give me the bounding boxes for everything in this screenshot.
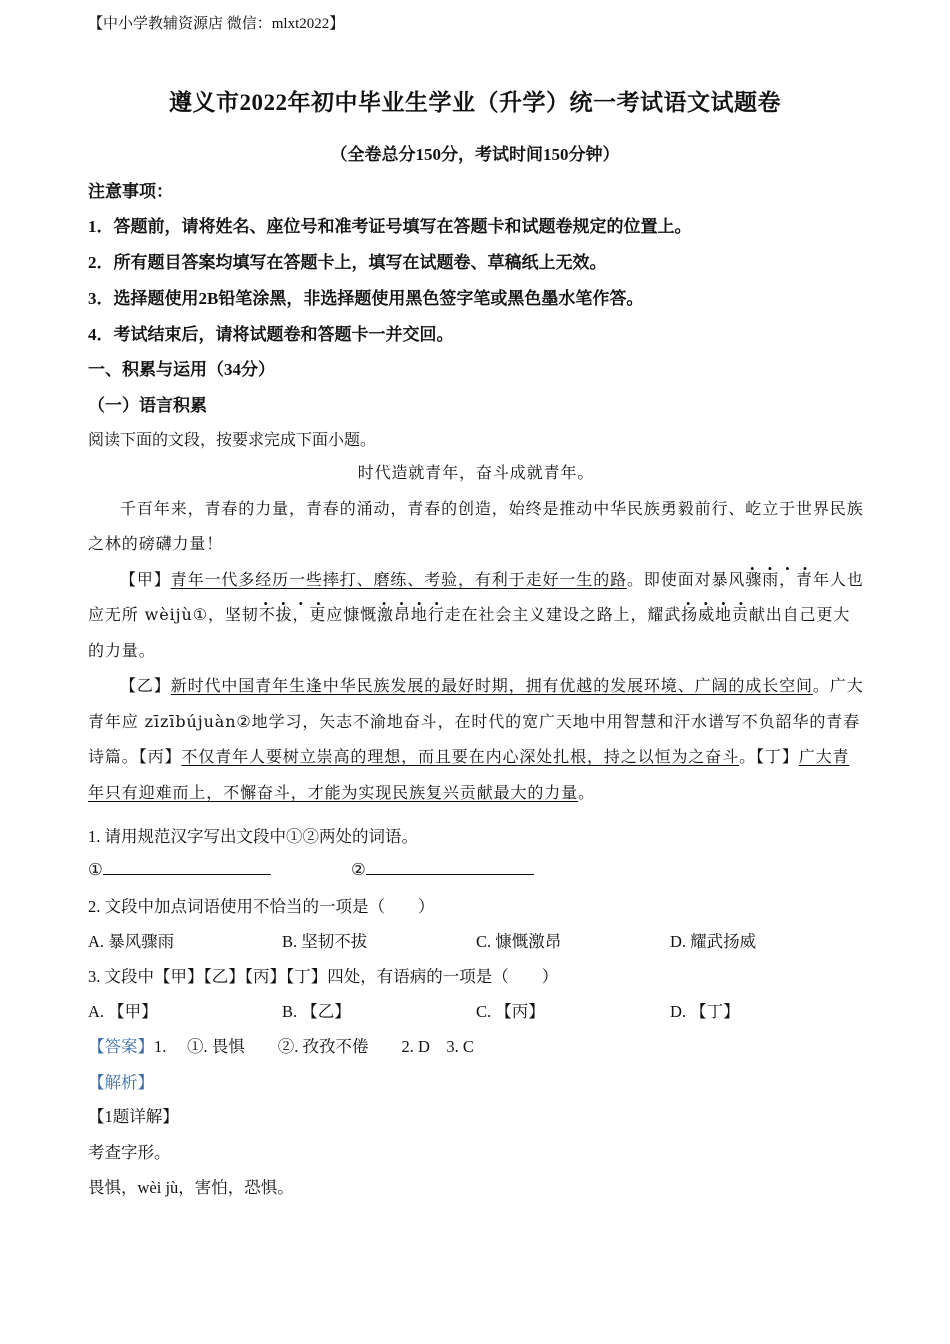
page-subtitle: （全卷总分150分，考试时间150分钟） (330, 145, 620, 164)
text-span: 。 (578, 782, 596, 802)
blank-2-mark: ② (351, 860, 366, 879)
sentence-jia: 青年一代多经历一些摔打、磨练、考验，有利于走好一生的路 (170, 569, 628, 589)
sentence-yi: 新时代中国青年生逢中华民族发展的最好时期，拥有优越的发展环境、广阔的成长空间 (170, 676, 813, 695)
q3-option-b[interactable]: B. 【乙】 (282, 1002, 351, 1021)
label-bing: 【丙】 (138, 747, 182, 766)
notice-item-2: 2．所有题目答案均填写在答题卡上，填写在试题卷、草稿纸上无效。 (88, 253, 607, 272)
dotted-word-2: ···· 坚韧不拔 (225, 605, 293, 624)
analysis-line-1: 考查字形。 (88, 1143, 171, 1162)
label-ding: 【丁】 (756, 747, 799, 766)
answer-content: 1. ①. 畏惧 ②. 孜孜不倦 2. D 3. C (154, 1037, 474, 1056)
q2-option-d[interactable]: D. 耀武扬威 (670, 932, 757, 951)
dotted-word-3: ···· 慷慨激昂 (343, 605, 411, 624)
answer-blank-1[interactable] (103, 858, 271, 875)
text-span: ，更应 (292, 605, 344, 624)
text-span: 。 (739, 747, 757, 766)
analysis-label: 【解析】 (88, 1073, 154, 1092)
question-1-stem: 1. 请用规范汉字写出文段中①②两处的词语。 (88, 827, 418, 846)
q3-option-c[interactable]: C. 【丙】 (476, 1002, 545, 1021)
section-title: 一、积累与运用（34分） (88, 360, 275, 379)
passage-paragraph-1: 千百年来，青春的力量，青春的涌动，青春的创造，始终是推动中华民族勇毅前行、屹立于世界民族之林的磅礴力量！ (88, 498, 864, 553)
passage-paragraph-2 (88, 562, 864, 669)
section-subtitle: （一）语言积累 (88, 396, 207, 415)
answer-label: 【答案】 (88, 1037, 154, 1056)
detail-title: 【1题详解】 (88, 1107, 179, 1126)
text-span: 。即使面对 (627, 569, 712, 589)
label-jia: 【甲】 (120, 569, 171, 589)
section-instruction: 阅读下面的文段，按要求完成下面小题。 (88, 432, 377, 449)
dotted-word-1: ···· 暴风骤雨 (712, 570, 780, 589)
page-title: 遵义市2022年初中毕业生学业（升学）统一考试语文试题卷 (169, 90, 781, 115)
q2-option-a[interactable]: A. 暴风骤雨 (88, 932, 175, 951)
header-tag: 【中小学教辅资源店 微信：mlxt2022】 (88, 16, 345, 32)
question-3-stem: 3. 文段中【甲】【乙】【丙】【丁】四处，有语病的一项是（ ） (88, 967, 559, 986)
answer-blank-2[interactable] (366, 858, 534, 875)
text-span: ，青年人也应无所 wèijù①， (88, 569, 864, 624)
q2-option-c[interactable]: C. 慷慨激昂 (476, 932, 562, 951)
passage-heading: 时代造就青年，奋斗成就青年。 (357, 463, 595, 482)
q3-option-d[interactable]: D. 【丁】 (670, 1002, 740, 1021)
notice-item-4: 4．考试结束后，请将试题卷和答题卡一并交回。 (88, 325, 454, 344)
sentence-bing: 不仅青年人要树立崇高的理想，而且要在内心深处扎根，持之以恒为之奋斗 (181, 747, 740, 766)
question-1-blanks (88, 858, 534, 880)
notice-item-3: 3．选择题使用2B铅笔涂黑，非选择题使用黑色签字笔或黑色墨水笔作答。 (88, 289, 644, 308)
blank-1-mark: ① (88, 860, 103, 879)
q3-option-a[interactable]: A. 【甲】 (88, 1002, 158, 1021)
question-2-stem: 2. 文段中加点词语使用不恰当的一项是（ ） (88, 897, 435, 916)
passage-paragraph-3 (88, 668, 864, 810)
text-span: 。广大青年应 zīzībújuàn②地学习，矢志不渝地奋斗，在时代的宽广天地中用智慧和汗水谱写不负韶华的青春诗篇。 (88, 676, 864, 766)
notice-item-1: 1．答题前，请将姓名、座位号和准考证号填写在答题卡和试题卷规定的位置上。 (88, 217, 692, 236)
analysis-line-2: 畏惧，wèi jù，害怕，恐惧。 (88, 1178, 294, 1197)
q2-option-b[interactable]: B. 坚韧不拔 (282, 932, 368, 951)
notice-heading: 注意事项： (88, 182, 173, 201)
label-yi: 【乙】 (120, 676, 171, 695)
dotted-word-4: ···· 耀武扬威 (647, 605, 715, 624)
text-span: 地贡献出自己更大的力量。 (88, 605, 851, 660)
answer-line (88, 1033, 474, 1057)
text-span: 地行走在社会主义建设之路上， (410, 605, 648, 624)
sentence-ding: 广大青年只有迎难而上，不懈奋斗，才能为实现民族复兴贡献最大的力量 (88, 747, 850, 802)
reading-passage (88, 455, 864, 810)
